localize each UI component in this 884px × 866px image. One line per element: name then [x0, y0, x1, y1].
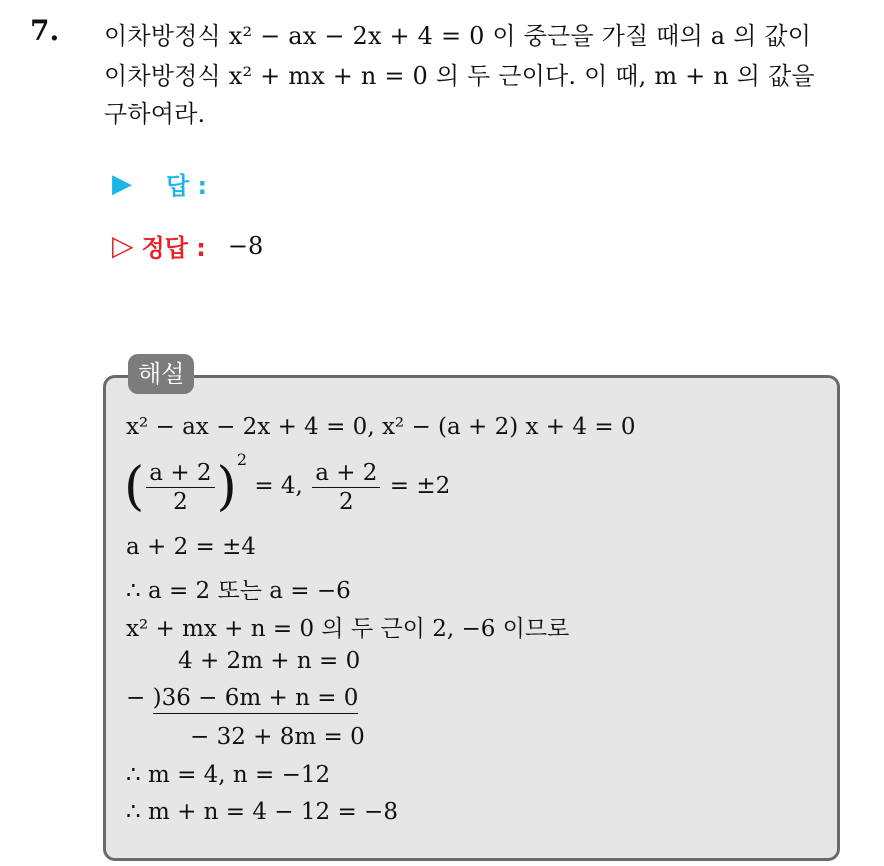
question-text-line-1: 이차방정식 x² − ax − 2x + 4 = 0 이 중근을 가질 때의 a 의 값이	[104, 22, 812, 50]
solution-line-8: − 32 + 8m = 0	[190, 724, 365, 750]
outline-arrow-icon: ▷	[112, 229, 134, 262]
fraction-a-plus-2-over-2: $\frac{a + 2}{2}$	[146, 459, 214, 516]
subtrahend: )36 − 6m + n = 0	[153, 685, 359, 714]
question-text-line-3: 구하여라.	[104, 100, 206, 128]
solution-line-7	[126, 685, 358, 711]
answer-label: 답 :	[166, 172, 208, 200]
solution-line-1: x² − ax − 2x + 4 = 0, x² − (a + 2) x + 4 = 0	[126, 414, 636, 440]
solution-line-3: a + 2 = ±4	[126, 534, 257, 560]
close-paren: )	[216, 457, 237, 517]
solution-line-2	[124, 450, 450, 516]
subtraction-sign: −	[126, 685, 146, 711]
correct-answer-value: −8	[227, 231, 264, 260]
correct-answer-row	[112, 228, 263, 263]
square-exponent: 2	[236, 450, 248, 469]
solution-line-4: ∴ a = 2 또는 a = −6	[126, 578, 351, 604]
fraction-a-plus-2-over-2-second: $\frac{a + 2}{2}$	[312, 459, 380, 516]
correct-answer-label: 정답 :	[141, 234, 206, 262]
solution-line-5: x² + mx + n = 0 의 두 근이 2, −6 이므로	[126, 616, 570, 642]
play-arrow-icon: ▶	[112, 168, 132, 199]
solution-line-9: ∴ m = 4, n = −12	[126, 762, 331, 788]
solution-line-10: ∴ m + n = 4 − 12 = −8	[126, 799, 398, 825]
question-number: 7.	[30, 14, 60, 47]
solution-tab-label: 해설	[128, 354, 194, 394]
open-paren: (	[124, 457, 145, 517]
question-text-line-2: 이차방정식 x² + mx + n = 0 의 두 근이다. 이 때, m + n 의 값을	[104, 62, 815, 90]
equals-four: = 4,	[247, 473, 311, 499]
answer-blank-row	[112, 166, 207, 201]
equals-plus-minus-two: = ±2	[382, 473, 451, 499]
solution-line-6: 4 + 2m + n = 0	[178, 648, 361, 674]
